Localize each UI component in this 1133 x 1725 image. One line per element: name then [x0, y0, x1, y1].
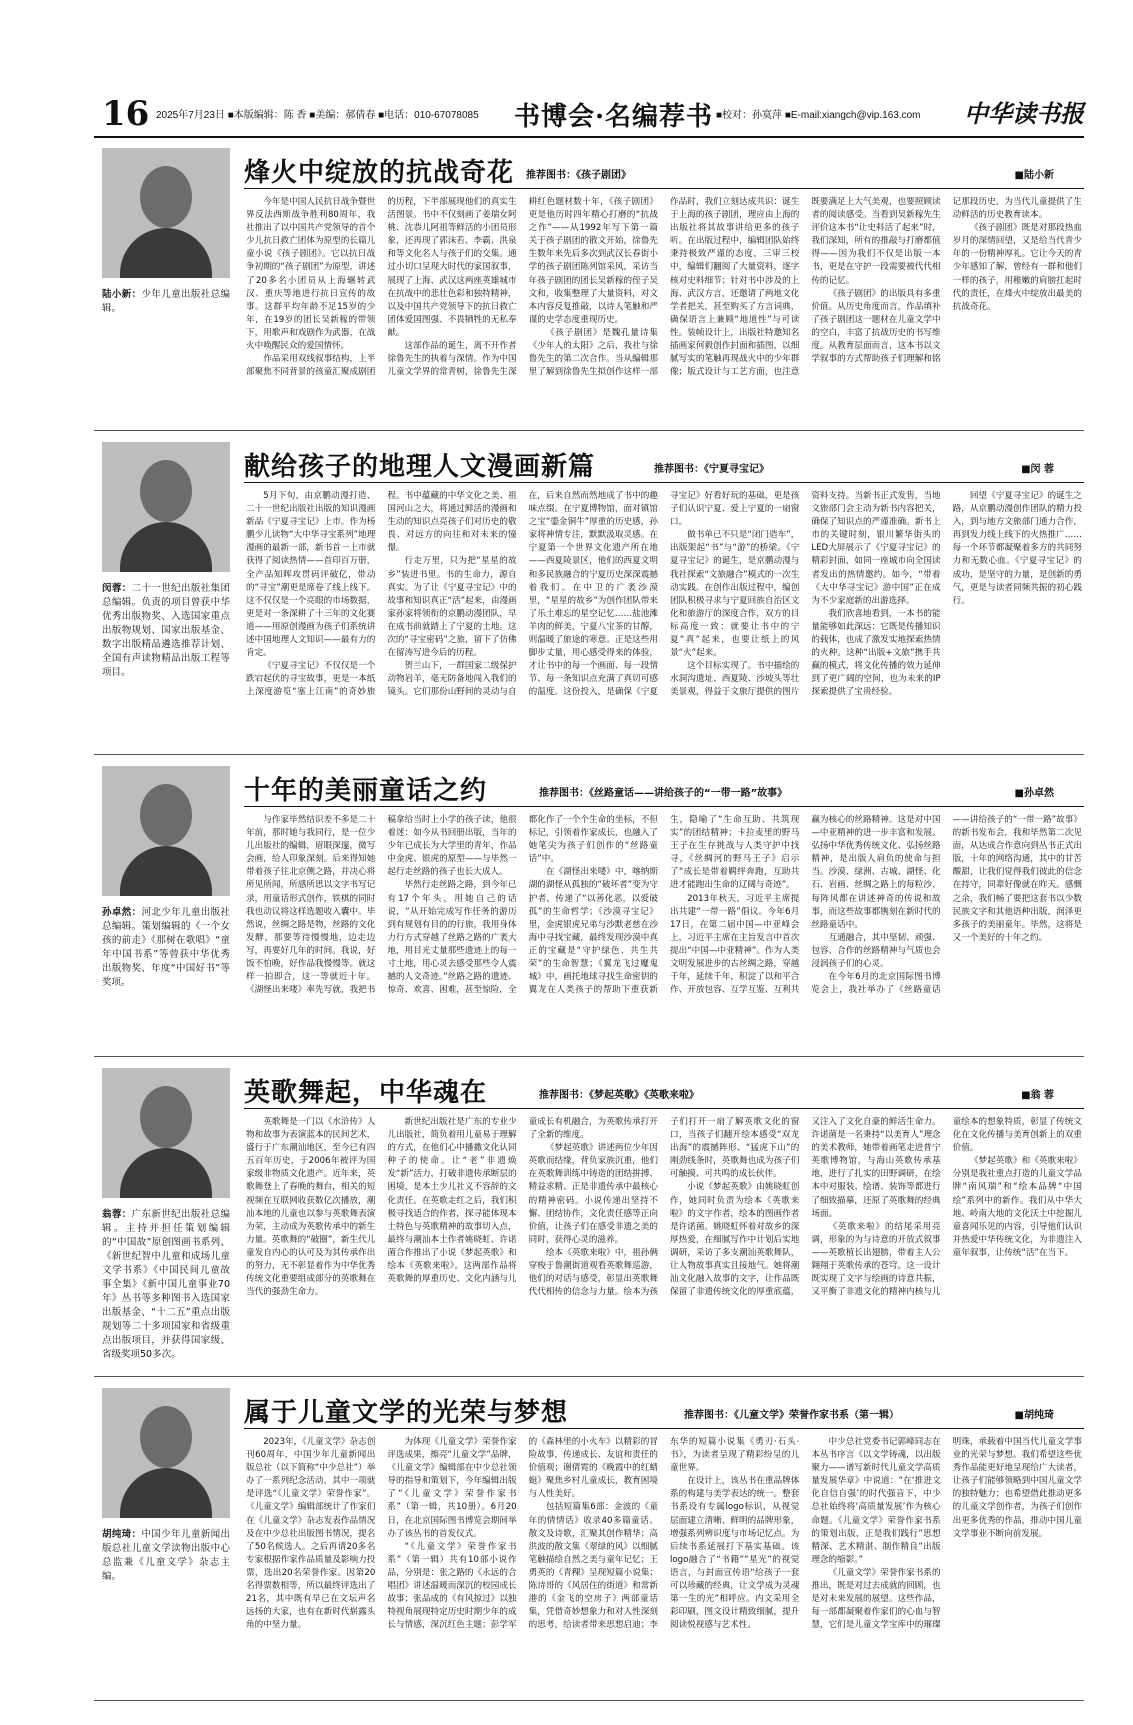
- bio-text: 广东新世纪出版社总编辑。主持并担任策划编辑的“中国故”原创图画书系列、《新世纪智中儿童和成场儿童文学书系》《中国民间儿童故事全集》《新中国儿童事业70年》丛书等多种图书入选国家出版基金、“十二五”重点出版规划等二十多项国家和省级重点出版项目，并获得国家级、省级奖项50多次。: [102, 1209, 230, 1360]
- author-photo: [102, 1068, 230, 1198]
- paragraph: 贺兰山下，一群国家二级保护动物岩羊，毫无防备地闯入我们的镜头。它们那份山野间的灵动与自在，后来自然而然地成了书中的趣味点缀。在宁夏博物馆，面对镇馆之宝“鎏金铜牛”厚重的历史感，孙家将神情专注，默默汲取灵感。在宁夏第一个世界文化遗产所在地——西夏陵景区，他们的西夏文明和多民族融合的宁夏历史深深震撼着我们。在中卫的广袤沙漠里，“星星的故乡”为创作团队带来了乐土难忘的星空记忆……盐池滩羊肉的鲜美，宁夏八宝茶的甘醇，则温暖了旅途的寒意。正是这些用脚步丈量，用心感受得来的体验，才让书中的每一个画面、每一段情节、每一条知识点充满了真切可感的温度。这份投入，是确保《宁夏寻宝记》好看好玩的基础，更是孩子们认识宁夏、爱上宁夏的一扇窗口。: [387, 491, 800, 698]
- author-bio: [102, 1208, 230, 1362]
- bio-name: 胡纯琦：: [102, 1529, 142, 1540]
- article-title: 十年的美丽童话之约: [244, 776, 488, 806]
- paragraph: 包括短篇集6部：金波的《童年的情情话》收录40多篇童话、散文及诗歌，汇聚其创作精华；高洪波的散文集《翠绿的风》以细腻笔触描绘自然之美与童年记忆；王勇英的《青稞》呈现短篇小说集；陈诗哥的《风居住的街道》和常新港的《金飞的空房子》两部童话集，凭借奇妙想象力和对人性深刻的思考，给读者带来思想启迪；李东华的短篇小说集《勇刃·石头·书》，为读者呈现了精彩纷呈的儿童世界。: [528, 1437, 800, 1631]
- byline: ■胡纯琦: [1014, 1410, 1054, 1421]
- article-5: [94, 1378, 1084, 1701]
- article-1: [94, 138, 1084, 431]
- masthead: [94, 92, 1084, 138]
- paragraph: 今年是中国人民抗日战争暨世界反法西斯战争胜利80周年，我社推出了以中国共产党领导的首个少儿抗日救亡团体为原型的长篇儿童小说《孩子剧团》。它以抗日战争初期的“孩子剧团”为原型，讲述了20多名小团员从上海辗转武汉、重庆等地进行抗日宣传的故事。这群平均年龄不足15岁的少年，在19岁的团长吴新稼的带领下，用歌声和戏剧作为武器，在战火中唤醒民众的爱国情怀。: [246, 197, 376, 352]
- page-number: 16: [102, 94, 150, 134]
- article-3: [94, 756, 1084, 1057]
- article-body: [246, 1116, 1082, 1368]
- bio-text: 中国少年儿童新闻出版总社儿童文学读物出版中心总监兼《儿童文学》杂志主编。: [102, 1529, 230, 1582]
- bio-text: 少年儿童出版社总编辑。: [102, 289, 230, 314]
- recommended-book: 推荐图书：《孩子剧团》: [526, 170, 631, 181]
- title-rule: [244, 1108, 1084, 1109]
- paragraph: 行走万里，只为把“星星的故乡”装进书里。书的生命力，源自真实。为了让《宁夏寻宝记》中的故事和知识真正“活”起来，由漫画家孙家将领衔的京鹏动漫团队，早在成书前就踏上了宁夏的土地。这次的“寻宝密码”之旅，留下了仿佛在留涛写进今后的历程。: [387, 556, 517, 659]
- paragraph: 《梦起英歌》讲述两位少年因英歌而结缘，背负家族沉重，他们在英歌舞训练中铸造的团结拼搏、精益求精、正是非遗传承中最核心的精神密码。小说传递出坚持不懈、团结协作，文化责任感等正向价值，让孩子们在感受非遗之美的同时，获得心灵的滋养。: [528, 1143, 658, 1245]
- article-title: 英歌舞起，中华魂在: [244, 1078, 488, 1108]
- author-photo: [102, 766, 230, 896]
- byline: ■闵 蓉: [1021, 464, 1054, 475]
- bio-name: 陆小新：: [102, 289, 142, 300]
- recommended-book: 推荐图书：《梦起英歌》《英歌来啦》: [539, 1090, 699, 1101]
- section-title: 书博会·名编荐书: [514, 102, 714, 132]
- paragraph: 作品采用双线叙事结构，上半部聚焦不同背景的孩童汇聚成剧团的历程，下半部展现他们的真实生活图景。书中不仅刻画了姜瑞女阿桃、沈恭儿阿祖等鲜活的小团员形象，还再现了郭沫若、李霸、洪泉和等文化名人与孩子们的交集。通过小切口呈现大时代的家国叙事，展现了上海、武汉这两座英雄城市在抗战中的悲壮色彩和独特精神，以及中国共产党领导下的抗日救亡团体爱国图强、不畏牺牲的无私奉献。: [246, 197, 517, 378]
- paragraph: 回望《宁夏寻宝记》的诞生之路，从京鹏动漫创作团队的精力投入，到与地方文旅部门通力合作，再到发力线上线下的火热推广……每一个环节都凝聚着多方的共同努力和无数心血。《宁夏寻宝记》的成功，是坚守的力量，是创新的勇气，更是与读者同频共振的初心践行。: [952, 491, 1082, 606]
- byline: ■陆小新: [1014, 170, 1054, 181]
- paragraph: 与作家毕然结识差不多是二十年前，那时她与我同行，是一位少儿出版社的编辑，眉眼深邃，微写会画，给人印象深刻。后来得知她带着孩子往北京侧之路，并决心将所见所闻，所感所思以文字书写记录，用童话形式创作，铁棋的同时我也动议将这样选题收入囊中。毕然说，丝绸之路是物，丝路的文化发酵，那要等待慢慢地，边走边写，再要好几年的时间。我说，好饭不怕晚，好作品我慢慢等。就这样一拍即合，这一等就近十年。《湖怪出来喽》率先写就，我把书稿拿给当时上小学的孩子读，他很着迷：如今从书回册出版，当年的少年已成长为大学里的青年，作品中金虎、银虎的原型——与毕然一起行走丝路的孩子也长大成人。: [246, 815, 517, 996]
- article-body: [246, 490, 1082, 746]
- paragraph: 毕然行走丝路之路，到今年已有17个年头，用她自己的话说，“从开始完成写作任务的游历到有规划有目的的行旅，我用身体力行方式穿越了丝路之路的广袤大地，用目光丈量那些遗迹上的每一寸土地，用心灵去感受那些令人震撼的人文奇迹。”丝路之路的遗迹、惊奇、欢喜、困难，甚至惊险，全都化作了一个个生命的坐标，不但标记，引领着作家成长，也融入了她笔尖为孩子们创作的“丝路童话”中。: [387, 815, 658, 996]
- author-photo: [102, 442, 230, 572]
- paragraph: 《儿童文学》荣誉作家书系的推出，既是对过去成就的回顾，也是对未来发展的展望。这些作品，每一部都凝聚着作家们的心血与智慧，它们是儿童文学宝库中的璀璨明珠，承载着中国当代儿童文学事业的光荣与梦想。我们希望这些优秀作品能更好地呈现给广大读者，让孩子们能够领略到中国儿童文学的独特魅力；也希望借此推动更多的儿童文学创作者，为孩子们创作出更多优秀的作品，推动中国儿童文学事业不断向前发展。: [811, 1437, 1082, 1631]
- paragraph: 在设计上，该丛书在重品牌体系的构建与美学表达的统一。整套书系设有专属logo标识，从视觉层面建立清晰、鲜明的品牌形象，增强系列辨识度与市场记忆点。为后续书系延展打下基实基础。该logo融合了“书籍”“星光”的视觉语言，与封面宣传语“给孩子一套可以珍藏的经典，让文学成为灵魂第一生的光”相呼应。内文采用全彩印刷，图文设计精致细腻，提升阅读悦视感与艺术性。: [669, 1476, 800, 1631]
- title-rule: [244, 1428, 1084, 1429]
- paragraph: 《孩子剧团》既是对那段热血岁月的深情回望，又是给当代青少年的一份精神厚礼。它让今天的青少年感知了解，曾经有一群和他们一样的孩子，用稚嫩的肩膀扛起时代的责任，在烽火中绽放出最美的抗战奇花。: [952, 223, 1082, 312]
- paragraph: 绘本《英歌来啦》中，祖孙俩穿梭于鲁潮街道观看英歌舞巡游，他们的对话与感受，彰显出英歌舞代代相传的信念与力量。绘本为孩子们打开一扇了解英歌文化的窗口，当孩子们翻开绘本感受“双龙出海”的震撼阵形、“猛虎下山”的刚劲线条时，英歌舞也成为孩子们可触摸、可共鸣的成长伙伴。: [528, 1117, 800, 1298]
- article-2: [94, 432, 1084, 755]
- bio-name: 闵蓉：: [102, 583, 132, 594]
- author-bio: [102, 1528, 230, 1584]
- article-body: [246, 1436, 1082, 1694]
- paragraph: 在《湖怪出来喽》中，喀纳斯湖的湖怪从孤独的“破坏者”变为守护者，传递了“以善化恶，以爱破孤”的生命哲学；《沙漠寻宝记》里，金虎银虎兄弟与沙默老慈在沙海中寻找宝藏，最终发现沙漠中真正的宝藏是“守护绿色、共生共荣”的生命智慧；《翼龙飞过魔鬼城》中，画托地球寻找生命密钥的翼龙在人类孩子的帮助下重获新生，隐喻了“生命互助、共筑现实”的团结精神；卡拉麦里的野马王子在生存挑战与人类守护中找寻，《丝绸河的野马王子》启示了“成长是带着羁绊奔跑，互助共进才能跑出生命的辽阔与奇迹”。: [528, 815, 800, 996]
- article-body: [246, 196, 1082, 422]
- bio-text: 河北少年儿童出版社总编辑。策划编辑的《一个女孩的前走》《那树在歌唱》“童年中国书系”等曾获中华优秀出版物奖、年度“中国好书”等奖项。: [102, 907, 230, 988]
- bio-text: 二十一世纪出版社集团总编辑。负责的项目曾获中华优秀出版物奖、入选国家重点出版物规划、国家出版基金、数字出版精品遴选推荐计划、全国有声读物精品出版工程等项目。: [102, 583, 230, 678]
- recommended-book: 推荐图书：《儿童文学》荣誉作家书系（第一辑）: [684, 1410, 899, 1421]
- paragraph: 在今年6月的北京国际图书博览会上，我社举办了《丝路童话——讲给孩子的“一带一路”故事》的新书发布会，我和毕然第二次见面，从达成合作意向到丛书正式出版，十年的网络沟通，其中的甘苦酸甜，让我们觉得我们彼此的信念在持守，同辈好像就在昨天。感慨之余，我们畅了要把这套书以少数民族文字和其他语种出版，润泽更多孩子的美丽童年。毕然，这将是又一个美好的十年之约。: [811, 815, 1082, 996]
- author-photo: [102, 1388, 230, 1518]
- author-bio: [102, 906, 230, 990]
- paragraph: 英歌舞是一门以《水浒传》人物和故事为表演蓝本的民间艺术，盛行于广东潮汕地区，至今已有四五百年历史，于2006年被评为国家级非物质文化遗产。近年来，英歌舞登上了春晚的舞台，相关的短视频在互联网收获数亿次播放，潮汕本地的儿童也以参与英歌舞表演为荣，主动成为英歌传承中的新生力量。英歌舞的“破圈”，新生代儿童发自内心的认可及为其传承作出的努力，无不彰显着作为中华优秀传统文化重要组成部分的英歌舞在当代的强劲生命力。: [246, 1117, 376, 1298]
- paragraph: 《宁夏寻宝记》不仅仅是一个跌宕起伏的寻宝故事，更是一本纸上深度游览“塞上江南”的奇妙旅程。书中蕴藏的中华文化之美、祖国河山之大，将通过鲜活的漫画和生动的知识点亮孩子们对历史的敬畏、对远方的向往和对未来的憧憬。: [246, 491, 517, 698]
- author-bio: [102, 288, 230, 316]
- bio-name: 孙卓然：: [102, 907, 142, 918]
- paragraph: 2023年，《儿童文学》杂志创刊60周年，中国少年儿童新闻出版总社（以下简称“中少总社”）举办了一系列纪念活动，其中一项就是评选“《儿童文学》荣誉作家”。《儿童文学》编辑部统计了作家们在《儿童文学》杂志发表作品情况及在中少总社出版图书情况，提名了50名候选人。之后再请20多名专家根据作家作品质量及影响力投票，选出20名荣誉作家。因第20名得票数相等，所以最终评选出了21名，其中既有早已在文坛声名远扬的大家，也有在新时代崭露头角的中坚力量。: [246, 1437, 376, 1631]
- paragraph: 5月下旬，由京鹏动漫打造、二十一世纪出版社出版的知识漫画新品《宁夏寻宝记》上市。作为杨鹏少儿读物“大中华寻宝系列”地理漫画的最新一部，新书首一上市就获得了阅读热情——首印百万册，全产品知晖攻贯码评破亿，带动的“寻宝”潮更是席卷了线上线下。这不仅仅是一个亮眼的市场数据，更是对一条深耕了十三年的文化赛道——用原创漫画为孩子们系统讲述中国地理人文知识——最有力的肯定。: [246, 491, 376, 659]
- title-rule: [244, 482, 1084, 483]
- paragraph: 《孩子剧团》是魏孔量诗集《少年人的太阳》之后，我社与徐鲁先生的第二次合作。当从编辑那里了解到徐鲁先生拟创作这样一部作品时，我们立刻达成共识：诞生于上海的孩子剧团，理应由上海的出版社将其故事讲给更多的孩子听。在出版过程中，编辑团队始终秉持极致严谨的态度，三审三校中，编辑们翻阅了大量资料，逐字核对史料细节；针对书中涉及的上海、武汉方言，还邀请了两地文化学者把关，甚至购买了方言词典，确保语言上兼顾“地道性”与可读性。装帧设计上，出版社特邀知名插画家何毅创作封面和插图，以细腻写实的笔触再现战火中的少年群像；版式设计与工艺方面，也注意既要满足上大气美观，也要照顾读者的阅读感受。当看到吴新稼先生评价这本书“让史料活了起来”时，我们深知，所有的推敲与打磨都值得——因为我们不仅是出版一本书，更是在守护一段需要被代代相传的记忆。: [528, 197, 941, 378]
- paragraph: 这个目标实现了。书中描绘的水洞沟遗址、西夏陵、沙坡头等壮美景观，得益于文旅厅提供的图片资料支持。当新书正式发售，当地文旅部门会主动为新书内容把关，确保了知识点的严谨准确。新书上市的关键时刻，银川繁华街头的LED大屏展示了《宁夏寻宝记》的精彩封面，如同一座城市向全国读者发出的热情邀约。如今，“带着《大中华寻宝记》游中国”正在成为不少家庭新的出游选择。: [669, 491, 941, 698]
- paragraph: 《梦起英歌》和《英歌来啦》分别是我社重点打造的儿童文学品牌“南风瑞”和“绘本品牌“中国绘”系列中的新作。我们从中华大地、岭南大地的文化沃土中挖掘儿童喜闻乐见的内容，引导他们认识并热爱中华传统文化，为非遗注入童年叙事，让传统“活”在当下。: [952, 1156, 1082, 1258]
- author-photo: [102, 148, 230, 278]
- paragraph: 我们欣喜地看到，一本书的能量能够如此深远：它既是传播知识的载体，也成了激发实地探索热情的火种。这种“出版+文旅”携手共赢的模式，将文化传播的效力延伸到了更广阔的空间，也为未来的IP探索提供了宝贵经验。: [811, 608, 941, 698]
- byline: ■翁 蓉: [1021, 1090, 1054, 1101]
- article-title: 献给孩子的地理人文漫画新篇: [244, 452, 596, 482]
- paragraph: 做书单已不只是“闭门造车”，出版架起“书”与“游”的桥梁。《宁夏寻宝记》的诞生，是京鹏动漫与我社探索“文旅融合”模式的一次生动实践。在创作出版过程中，编创团队积极寻求与宁夏回族自治区文化和旅游厅的深度合作，双方的目标高度一致：就要让书中的宁夏“真”起来，也要让纸上的风景“火”起来。: [669, 530, 800, 659]
- contact-meta: ■校对：孙寞萍 ■E-mail:xiangch@vip.163.com: [716, 110, 921, 121]
- newspaper-logo: 中华读书报: [964, 99, 1084, 128]
- paragraph: 《孩子剧团》的出版具有多重价值。从历史角度而言，作品填补了孩子剧团这一题材在儿童文学中的空白，丰富了抗战历史的书写维度。从教育层面而言，这本书以文学叙事的方式帮助孩子们理解和铭记那段历史，为当代儿童提供了生动鲜活的历史教育读本。: [811, 197, 1082, 365]
- paragraph: 互通融合，其中坚韧、顽强、包容、合作的丝路精神与气质也会浸润孩子们的心灵。: [811, 932, 941, 970]
- paragraph: “《儿童文学》荣誉作家书系”（第一辑）共有10部小说作品，分别是：张之路的《永远的合唱团》讲述温暖而深沉的校园成长故事；张品成的《有风掠过》以独特视角展现特定历史时期少年的成长与情感，深沉红色主题；彭学军的《森林里的小火车》以精彩的冒险故事，传递成长、友谊和责任的价值观；谢倩霓的《晚霞中的红蜻蜓》聚焦乡村儿童成长，教育困境与人性美好。: [387, 1437, 658, 1631]
- edition-meta: 2025年7月23日 ■本版编辑：陈 香 ■美编：郝倩春 ■电话：010-67078085: [156, 110, 479, 121]
- paragraph: 新世纪出版社是广东的专业少儿出版社，简负着用儿童易于理解的方式，在他们心中播撒文化认同种子的使命。让“老”非遗焕发“新”活力，打破非遗传承断层的困境，是本土少儿社义不容辞的文化责任。在英歌走红之后，我们积极寻找适合的作者，探寻能体现本土特色与英歌精神的故事切入点，最终与潮汕本土作者姚晓虹、许诺菌合作推出了小说《梦起英歌》和绘本《英歌来啦》。这两部作品将英歌舞的厚重历史、文化内涵与儿童成长有机融合，为英歌传承打开了全新的维度。: [387, 1117, 658, 1285]
- article-4: [94, 1058, 1084, 1377]
- paragraph: 小说《梦起英歌》由姚晓虹创作，她同时负责为绘本《英歌来啦》的文字作者，绘本的图画作者是许诺菌。姚晓虹怀着对故乡的深厚热爱，在细腻写作中计划后实地调研，采访了多支潮汕英歌舞队，让人物故事真实且接地气。她将潮汕文化融入故事的文字，让作品既保留了非遗传统文化的厚重底蕴，又注入了文化自豪的鲜活生命力。许诺菌是一名秉持“以美育人”理念的美术教师，她带着画笔走进普宁英歌博物馆，与海山英歌传承基地，进行了扎实的田野调研，在绘本中对服装、绘谱、装饰等都进行了细致描摹，还原了英歌舞的经典场面。: [669, 1117, 941, 1298]
- article-title: 烽火中绽放的抗战奇花: [244, 158, 515, 188]
- paragraph: 《英歌来啦》的结尾采用亮调，形象的为与诗意的开放式叙事——英歌植长出翅膀，带着主人公翱翔于英歌传承的苍穹。这一设计既实现了文字与绘画的诗意共振，又平衡了非遗文化的精神内核与儿童绘本的想象特质，彰显了传统文化在文化传播与美育创新上的双重价值。: [811, 1117, 1082, 1298]
- title-rule: [244, 806, 1084, 807]
- bio-name: 翁蓉：: [102, 1209, 132, 1220]
- recommended-book: 推荐图书：《宁夏寻宝记》: [654, 464, 769, 475]
- article-title: 属于儿童文学的光荣与梦想: [244, 1398, 569, 1428]
- paragraph: 这部作品的诞生，离不开作者徐鲁先生的执着与深情。作为中国儿童文学界的常青树，徐鲁先生深耕红色题材数十年，《孩子剧团》更是他历时四年精心打磨的“抗战之作”——从1992年写下第一篇关于孩子剧团的散文开始，徐鲁先生数年来先后多次到武汉长春街小学的孩子剧团陈列馆采风，采访当年孩子剧团的团长吴新稼的侄子吴文和，收集整理了大量资料，对文本内容反复推敲，以诗人笔触和严谨的史学态度重现历史。: [387, 197, 658, 378]
- recommended-book: 推荐图书：《丝路童话——讲给孩子的“一带一路”故事》: [539, 788, 788, 799]
- author-bio: [102, 582, 230, 680]
- title-rule: [244, 188, 1084, 189]
- byline: ■孙卓然: [1014, 788, 1054, 799]
- paragraph: 为体现《儿童文学》荣誉作家评选成果，擦亮“儿童文学”品牌，《儿童文学》编辑部在中少总社领导的指导和策划下，今年编辑出版了“《儿童文学》荣誉作家书系”（第一辑，共10册）。6月20日，在北京国际图书博览会期间举办了该丛书的首发仪式。: [387, 1437, 517, 1539]
- article-body: [246, 814, 1082, 1048]
- paragraph: 中少总社党委书记郭峰同志在本丛书序言《以文学铸魂，以出版聚力——谱写新时代儿童文学高质量发展华章》中说道：“在‘推进文化自信自强’的时代强音下，中少总社始终将‘高质量发展’作为核心命题。《儿童文学》荣誉作家书系的策划出版，正是我们践行”思想精深、艺术精湛、制作精良”出版理念的缩影。”: [811, 1437, 941, 1565]
- paragraph: 2013年秋天，习近平主席提出共建“一带一路”倡议。今年6月17日，在第二届中国—中亚峰会上，习近平主席在主旨发言中首次提出“中国—中亚精神”。作为人类文明发展进步的古丝绸之路，穿越千年，延续千年，积淀了以和平合作、开放包容、互学互鉴、互利共赢为核心的丝路精神。这是对中国—中亚精神的进一步丰富和发展。弘扬中华优秀传统文化、弘扬丝路精神，是出版人肩负的使命与担当。沙漠、绿洲、古城、湖怪、化石、岩画、丝绸之路上的每粒沙、每阵风都在讲述神奇的传说和故事，而这些故事都镌刻在新时代的丝路童话中。: [669, 815, 941, 996]
